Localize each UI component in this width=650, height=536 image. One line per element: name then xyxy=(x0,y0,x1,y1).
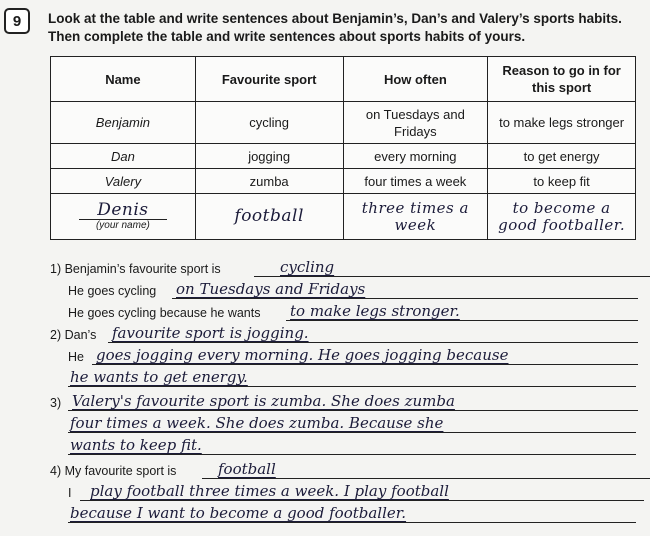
sentence-1-answer[interactable]: cycling xyxy=(254,256,650,277)
sentence-1b-answer[interactable]: on Tuesdays and Fridays xyxy=(172,278,638,299)
cell-name: Benjamin xyxy=(51,102,196,144)
table-row xyxy=(51,144,636,169)
instruction-line-2: Then complete the table and write sentences about sports habits of yours. xyxy=(48,29,526,44)
cell-sport: zumba xyxy=(195,169,343,194)
cell-how-often: every morning xyxy=(343,144,488,169)
sentence-1c-label: He goes cycling because he wants xyxy=(68,306,261,320)
cell-own-name[interactable] xyxy=(51,194,196,240)
sentence-row xyxy=(50,280,640,302)
sentence-4b-label: I xyxy=(68,486,72,500)
sentence-row xyxy=(50,436,640,458)
sentence-3-label: 3) xyxy=(50,396,62,410)
sentence-row xyxy=(50,368,640,390)
sentence-row xyxy=(50,482,640,504)
sentence-3b-answer[interactable]: four times a week. She does zumba. Because she xyxy=(68,412,636,433)
sentence-4b-answer[interactable]: play football three times a week. I play football xyxy=(80,480,644,501)
sentence-row xyxy=(50,392,640,414)
header-reason: Reason to go in for this sport xyxy=(488,57,636,102)
sentence-4-answer[interactable]: football xyxy=(202,458,650,479)
table-row xyxy=(51,169,636,194)
sentence-row xyxy=(50,504,640,526)
cell-name: Dan xyxy=(51,144,196,169)
sentence-2b-answer[interactable]: goes jogging every morning. He goes jogging because xyxy=(92,344,638,365)
cell-how-often: four times a week xyxy=(343,169,488,194)
sentence-row xyxy=(50,258,640,280)
cell-name: Valery xyxy=(51,169,196,194)
your-name-hint: (your name) xyxy=(95,219,150,231)
sentence-row xyxy=(50,414,640,436)
cell-own-how-often[interactable]: three times a week xyxy=(343,194,488,240)
table-row xyxy=(51,102,636,144)
sentence-row xyxy=(50,324,640,346)
sentence-row xyxy=(50,302,640,324)
cell-sport: jogging xyxy=(195,144,343,169)
table-row-own xyxy=(51,194,636,240)
header-how-often: How often xyxy=(343,57,488,102)
sentence-4-label: 4) My favourite sport is xyxy=(50,464,177,478)
header-favourite-sport: Favourite sport xyxy=(195,57,343,102)
cell-own-sport[interactable]: football xyxy=(195,194,343,240)
sentence-3c-answer[interactable]: wants to keep fit. xyxy=(68,434,636,455)
header-name: Name xyxy=(51,57,196,102)
sentence-row xyxy=(50,346,640,368)
sentence-1-label: 1) Benjamin’s favourite sport is xyxy=(50,262,221,276)
exercise-instruction xyxy=(48,10,638,46)
sports-habits-table xyxy=(50,56,636,240)
cell-reason: to get energy xyxy=(488,144,636,169)
sentence-4c-answer[interactable]: because I want to become a good footballer. xyxy=(68,502,636,523)
cell-how-often: on Tuesdays and Fridays xyxy=(343,102,488,144)
sentence-1c-answer[interactable]: to make legs stronger. xyxy=(286,300,638,321)
cell-reason: to keep fit xyxy=(488,169,636,194)
cell-own-reason[interactable]: to become a good footballer. xyxy=(488,194,636,240)
cell-reason: to make legs stronger xyxy=(488,102,636,144)
sentence-2c-answer[interactable]: he wants to get energy. xyxy=(68,366,636,387)
sentence-3-answer[interactable]: Valery's favourite sport is zumba. She does zumba xyxy=(68,390,638,411)
sentence-2-label: 2) Dan’s xyxy=(50,328,97,342)
table-header-row xyxy=(51,57,636,102)
sentence-2b-label: He xyxy=(68,350,84,364)
sentence-1b-label: He goes cycling xyxy=(68,284,157,298)
instruction-line-1: Look at the table and write sentences about Benjamin’s, Dan’s and Valery’s sports habits. xyxy=(48,11,622,26)
cell-sport: cycling xyxy=(195,102,343,144)
exercise-number: 9 xyxy=(4,8,30,34)
sentence-2-answer[interactable]: favourite sport is jogging. xyxy=(108,322,638,343)
own-name-handwritten: Denis xyxy=(79,202,166,220)
sentence-row xyxy=(50,460,640,482)
